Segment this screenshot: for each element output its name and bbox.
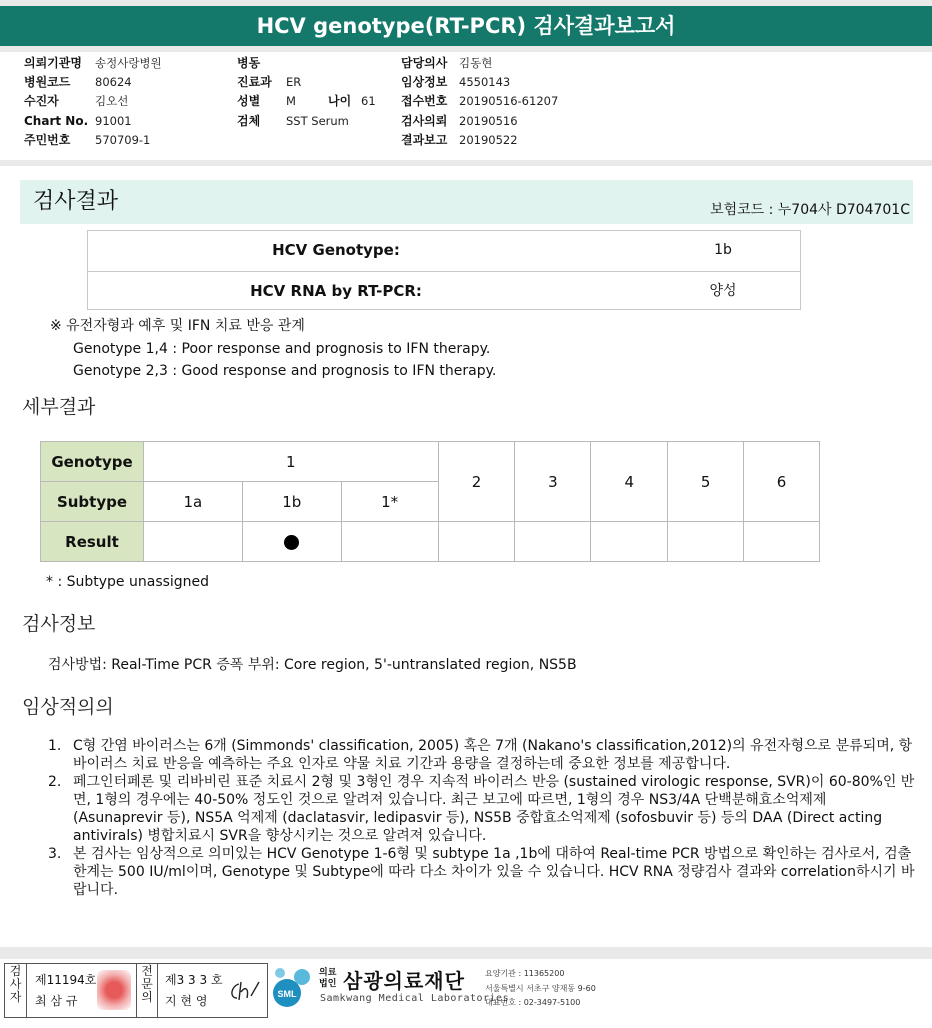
clinical-item-number: 1. — [48, 738, 62, 754]
specialist-signature-icon — [227, 978, 263, 1006]
result-marker-dot-icon — [284, 535, 299, 550]
clinical-item-number: 2. — [48, 774, 62, 790]
examiner-label: 검사자 — [5, 964, 27, 1017]
report-date-value: 20190522 — [459, 133, 518, 147]
subtype-row-label: Subtype — [41, 482, 144, 522]
clinical-item — [48, 773, 916, 845]
genotype-cell: 6 — [744, 442, 820, 522]
age-label: 나이 — [328, 94, 352, 108]
patient-info — [0, 0, 932, 160]
genotype-cell: 2 — [438, 442, 515, 522]
genotype-row-label: Genotype — [41, 442, 144, 482]
test-method: 검사방법: Real-Time PCR 증폭 부위: Core region, 5'-untranslated region, NS5B — [48, 657, 577, 673]
insurance-code: 보험코드 : 누704사 D704701C — [710, 202, 910, 218]
clinical-list — [48, 737, 916, 899]
department-value: ER — [286, 75, 302, 89]
summary-value: 1b — [714, 242, 732, 258]
specialist-label: 전문의 — [136, 964, 158, 1017]
summary-value: 양성 — [709, 283, 737, 299]
detail-section-title: 세부결과 — [22, 396, 96, 418]
chart-no-value: 91001 — [95, 114, 132, 128]
resident-no-value: 570709-1 — [95, 133, 151, 147]
info-section-title: 검사정보 — [22, 613, 96, 635]
organization-address: 서울특별시 서초구 양재동 9-60 — [485, 984, 596, 993]
results-section-title: 검사결과 — [33, 189, 119, 214]
result-cell — [668, 522, 744, 562]
summary-row-rna — [88, 271, 800, 310]
subtype-footnote: * : Subtype unassigned — [46, 574, 210, 590]
clinical-item — [48, 737, 916, 773]
note-line: Genotype 2,3 : Good response and prognosis to IFN therapy. — [73, 363, 497, 379]
note-title: ※ 유전자형과 예후 및 IFN 치료 반응 관계 — [50, 318, 305, 334]
organization-code: 요양기관 : 11365200 — [485, 969, 565, 978]
clinical-info-label: 임상정보 — [401, 75, 448, 89]
result-cell — [341, 522, 438, 562]
specialist-name: 지 현 영 — [165, 994, 208, 1008]
sml-logo-icon — [272, 963, 314, 1015]
examiner-name: 최 삼 규 — [35, 994, 78, 1008]
department-label: 진료과 — [237, 75, 272, 89]
genotype-1-cell: 1 — [143, 442, 438, 482]
signature-box — [4, 963, 268, 1018]
result-cell — [515, 522, 591, 562]
genotype-cell: 4 — [591, 442, 668, 522]
hospital-name-label: 의뢰기관명 — [24, 56, 82, 70]
specialist-number: 제3 3 3 호 — [165, 973, 223, 987]
header-divider — [0, 160, 932, 166]
examiner-number: 제11194호 — [35, 973, 97, 987]
note-line: Genotype 1,4 : Poor response and prognosis to IFN therapy. — [73, 341, 491, 357]
clinical-item — [48, 845, 916, 899]
sex-value: M — [286, 94, 296, 108]
receipt-no-label: 접수번호 — [401, 94, 448, 108]
summary-table — [87, 230, 801, 310]
org-prefix: 의료법인 — [319, 968, 337, 989]
subtype-cell: 1a — [143, 482, 242, 522]
resident-no-label: 주민번호 — [24, 133, 71, 147]
examiner-seal-icon — [97, 970, 131, 1010]
ward-label: 병동 — [237, 56, 261, 70]
summary-row-genotype — [88, 231, 800, 270]
hospital-name-value: 송정사랑병원 — [95, 56, 162, 70]
result-row-label: Result — [41, 522, 144, 562]
clinical-item-text: 본 검사는 임상적으로 의미있는 HCV Genotype 1-6형 및 subtype 1a ,1b에 대하여 Real-time PCR 방법으로 확인하는 검사로서, 검출한계는 500 IU/ml이며, Genotype 및 Subtype에 따라 다소 차이가 있을 수 있습니다. HCV RNA 정량검사 결과와 correlation하시기 바랍니다. — [73, 846, 915, 898]
result-cell — [591, 522, 668, 562]
patient-name-label: 수진자 — [24, 94, 59, 108]
genotype-cell: 3 — [515, 442, 591, 522]
receipt-no-value: 20190516-61207 — [459, 94, 559, 108]
subtype-cell: 1* — [341, 482, 438, 522]
hospital-code-label: 병원코드 — [24, 75, 71, 89]
organization-phone: 대표번호 : 02-3497-5100 — [485, 998, 581, 1007]
chart-no-label: Chart No. — [24, 114, 89, 128]
specimen-label: 검체 — [237, 114, 261, 128]
genotype-table — [40, 441, 820, 562]
age-value: 61 — [361, 94, 376, 108]
result-cell — [744, 522, 820, 562]
sml-logo-text: SML — [277, 989, 297, 999]
clinical-item-number: 3. — [48, 846, 62, 862]
organization-name: 삼광의료재단 — [343, 969, 465, 993]
hospital-code-value: 80624 — [95, 75, 132, 89]
clinical-info-value: 4550143 — [459, 75, 511, 89]
organization-name-en: Samkwang Medical Laboratories — [320, 993, 510, 1004]
request-date-value: 20190516 — [459, 114, 518, 128]
request-date-label: 검사의뢰 — [401, 114, 448, 128]
summary-label: HCV RNA by RT-PCR: — [250, 282, 422, 300]
clinical-item-text: C형 간염 바이러스는 6개 (Simmonds' classification, 2005) 혹은 7개 (Nakano's classification,2012)의 유전자형으로 분류되며, 항바이러스 치료 반응을 예측하는 주요 인자로 약물 치료 기간과 용량을 결정하는데 중요한 정보를 제공합니다. — [73, 738, 913, 772]
doctor-value: 김동현 — [459, 56, 493, 70]
clinical-item-text: 페그인터페론 및 리바비린 표준 치료시 2형 및 3형인 경우 지속적 바이러스 반응 (sustained virologic response, SVR)이 60-80%인 반면, 1형의 경우에는 40-50% 정도인 것으로 알려져 있습니다. 최근 보고에 따르면, 1형의 경우 NS3/4A 단백분해효소억제제 (Asunaprevir 등), NS5A 억제제 (daclatasvir, ledipasvir 등), NS5B 중합효소억제제 (sofosbuvir 등) 등의 DAA (Direct acting antivirals) 병합치료시 SVR을 향상시키는 것으로 알려져 있습니다. — [73, 774, 915, 844]
genotype-cell: 5 — [668, 442, 744, 522]
sex-label: 성별 — [237, 94, 261, 108]
footer-divider — [0, 947, 932, 959]
patient-name-value: 김오선 — [95, 94, 129, 108]
result-cell — [438, 522, 515, 562]
doctor-label: 담당의사 — [401, 56, 448, 70]
summary-label: HCV Genotype: — [272, 241, 400, 259]
subtype-cell: 1b — [242, 482, 341, 522]
result-cell — [143, 522, 242, 562]
result-cell-1b — [242, 522, 341, 562]
report-date-label: 결과보고 — [401, 133, 448, 147]
report-title: HCV genotype(RT-PCR) 검사결과보고서 — [256, 14, 676, 38]
clinical-section-title: 임상적의의 — [22, 696, 114, 718]
specimen-value: SST Serum — [286, 114, 349, 128]
